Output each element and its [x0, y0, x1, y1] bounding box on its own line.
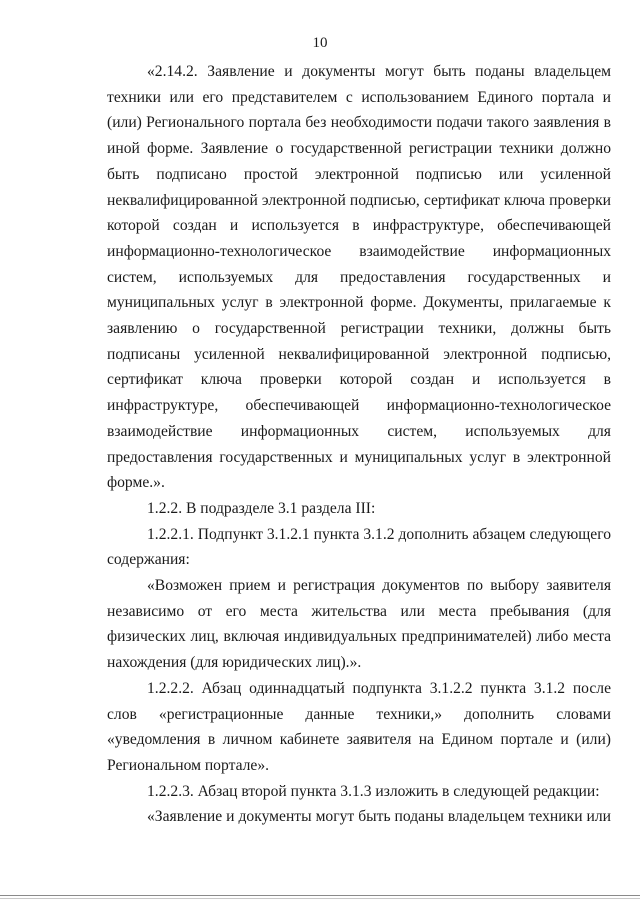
paragraph-2-14-2: «2.14.2. Заявление и документы могут быть поданы владельцем техники или его представителем с использованием Единого портала и (или) Регионального портала без необходимости подачи такого заявления в иной форме. Заявление о государственной регистрации техники должно быть подписано простой электронной подписью или усиленной неквалифицированной электронной подписью, сертификат ключа проверки которой создан и используется в инфраструктуре, обеспечивающей информационно-технологическое взаимодействие информационных систем, используемых для предоставления государственных и муниципальных услуг в электронной форме. Документы, прилагаемые к заявлению о государственной регистрации техники, должны быть подписаны усиленной неквалифицированной электронной подписью, сертификат ключа проверки которой создан и используется в инфраструктуре, обеспечивающей информационно-технологическое взаимодействие информационных систем, используемых для предоставления государственных и муниципальных услуг в электронной форме.».: [107, 63, 611, 492]
document-body: [107, 59, 611, 830]
page-number: 10: [312, 35, 328, 51]
scan-edge-line-secondary: [0, 898, 640, 899]
paragraph-1-2-2-1: 1.2.2.1. Подпункт 3.1.2.1 пункта 3.1.2 дополнить абзацем следующего содержания:: [107, 525, 611, 569]
paragraph-1-2-2-3: 1.2.2.3. Абзац второй пункта 3.1.3 изложить в следующей редакции:: [147, 782, 600, 800]
scan-edge-line: [0, 895, 640, 896]
paragraph-quote-reception: «Возможен прием и регистрация документов по выбору заявителя независимо от его места жительства или места пребывания (для физических лиц, включая индивидуальных предпринимателей) либо места нахождения (для юридических лиц).».: [107, 577, 611, 672]
paragraph-1-2-2: 1.2.2. В подразделе 3.1 раздела III:: [147, 499, 376, 517]
paragraph-1-2-2-2: 1.2.2.2. Абзац одиннадцатый подпункта 3.1.2.2 пункта 3.1.2 после слов «регистрационные данные техники,» дополнить словами «уведомления в личном кабинете заявителя на Едином портале и (или) Региональном портале».: [107, 679, 611, 774]
paragraph-quote-application: «Заявление и документы могут быть поданы владельцем техники или: [147, 808, 611, 826]
